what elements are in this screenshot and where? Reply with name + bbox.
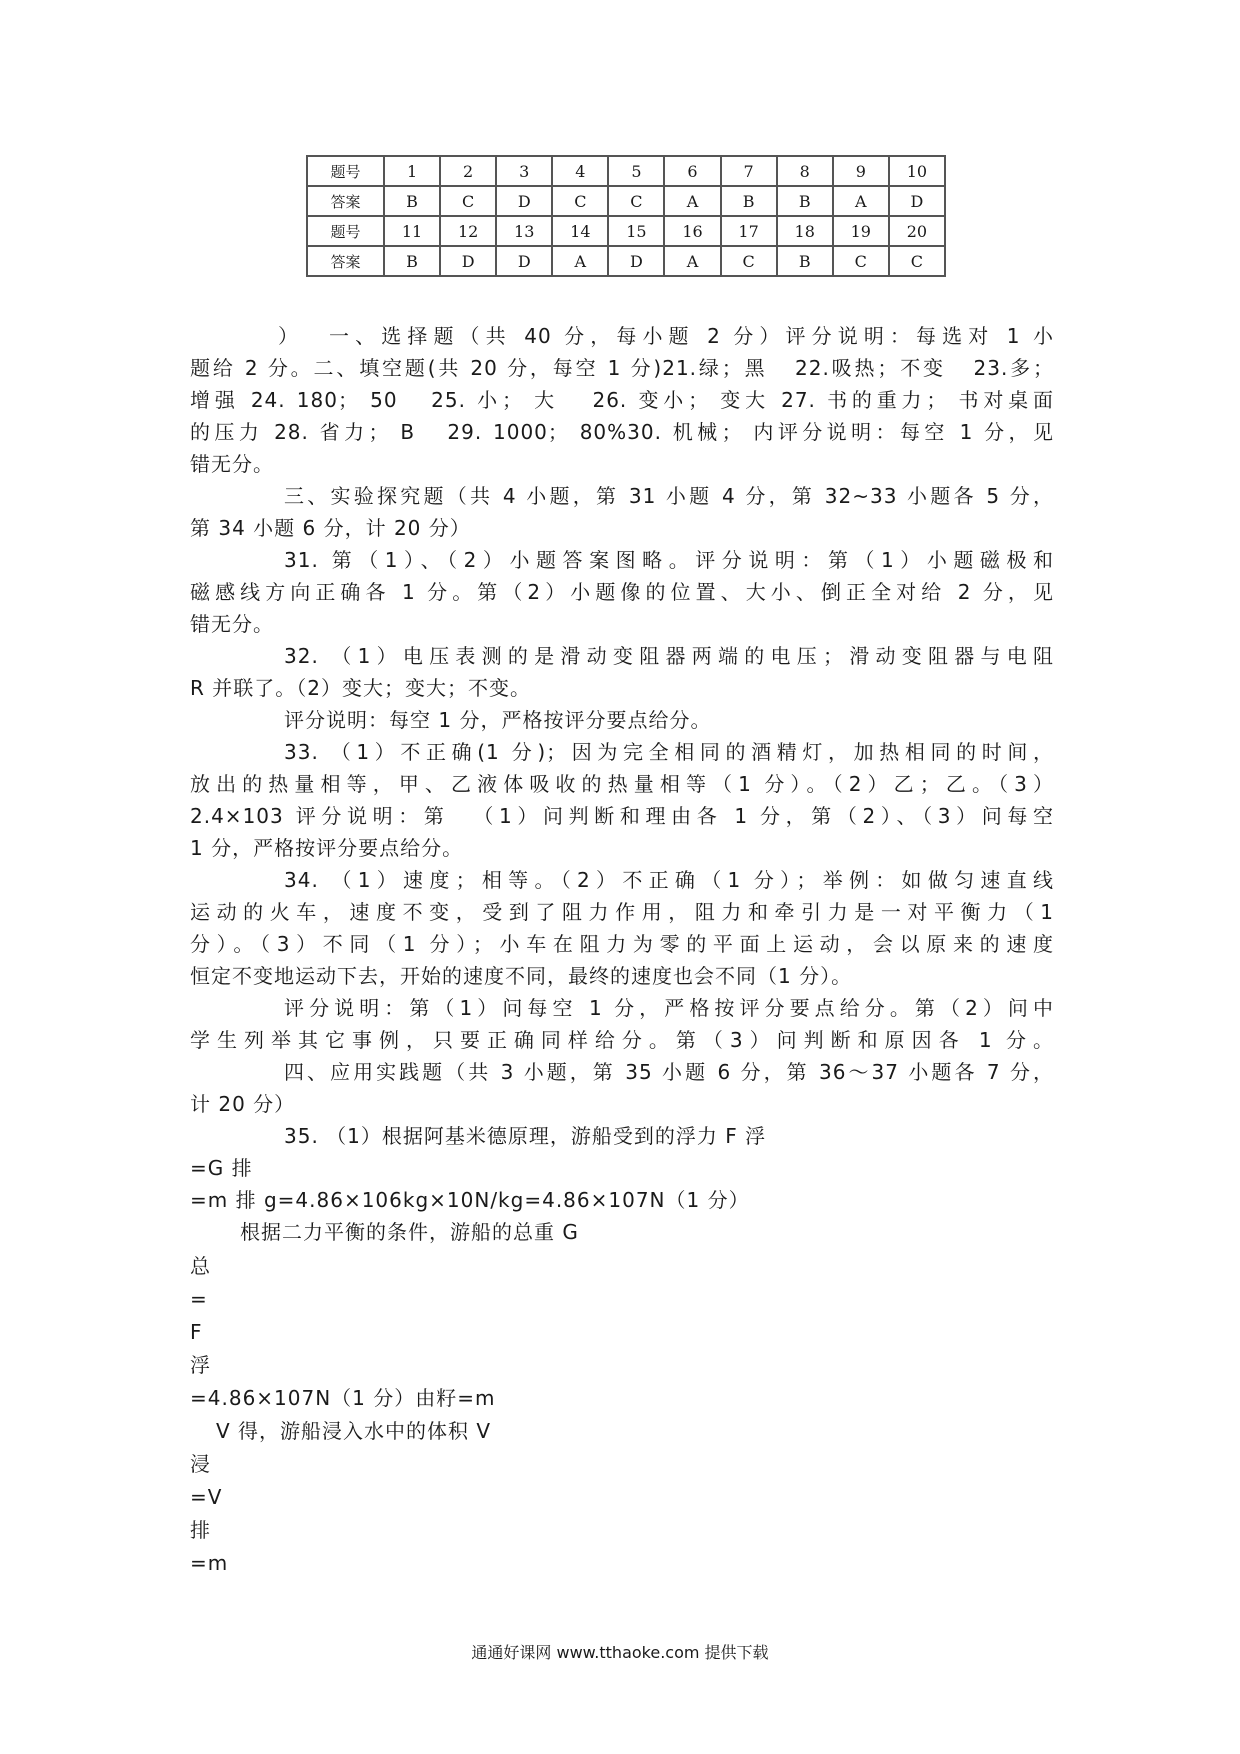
table-cell: C xyxy=(833,246,889,276)
table-cell: D xyxy=(440,246,496,276)
text-line: 恒定不变地运动下去，开始的速度不同，最终的速度也会不同（1 分）。 xyxy=(190,964,853,988)
text-line: 34. （1）速度；相等。（2）不正确（1 分）；举例：如做匀速直线 xyxy=(284,868,1054,892)
table-cell: 4 xyxy=(552,156,608,186)
text-line: 增强 24. 180； 50 25. 小； 大 26. 变小； 变大 27. 书的重力； 书对桌面 xyxy=(190,388,1054,412)
text-line: 根据二力平衡的条件，游船的总重 G xyxy=(240,1220,579,1244)
table-cell: 17 xyxy=(721,216,777,246)
text-line: 31. 第（1）、（2）小题答案图略。评分说明：第（1）小题磁极和 xyxy=(284,548,1054,572)
table-cell: B xyxy=(721,186,777,216)
text-line: =V xyxy=(190,1485,223,1509)
table-cell: 18 xyxy=(777,216,833,246)
text-line: =4.86×107N（1 分）由籽=m xyxy=(190,1386,496,1410)
table-cell: A xyxy=(664,246,720,276)
table-cell: 19 xyxy=(833,216,889,246)
table-cell: 16 xyxy=(664,216,720,246)
table-cell: 1 xyxy=(384,156,440,186)
text-line: ） 一、选择题（共 40 分，每小题 2 分）评分说明：每选对 1 小 xyxy=(278,324,1054,348)
table-cell: 7 xyxy=(721,156,777,186)
table-cell: C xyxy=(721,246,777,276)
text-line: 2.4×103 评分说明：第 （1）问判断和理由各 1 分，第（2）、（3）问每空 xyxy=(190,804,1054,828)
table-cell: D xyxy=(496,186,552,216)
text-line: = xyxy=(190,1287,208,1311)
table-row xyxy=(307,216,945,246)
table-cell: 9 xyxy=(833,156,889,186)
table-cell: C xyxy=(608,186,664,216)
page-footer: 通通好课网 www.tthaoke.com 提供下载 xyxy=(471,1643,769,1662)
text-line: =m xyxy=(190,1551,229,1575)
table-row xyxy=(307,246,945,276)
table-row xyxy=(307,186,945,216)
table-cell: A xyxy=(664,186,720,216)
text-line: 学生列举其它事例，只要正确同样给分。第（3）问判断和原因各 1 分。 xyxy=(190,1028,1054,1052)
table-cell: 2 xyxy=(440,156,496,186)
table-cell: C xyxy=(440,186,496,216)
table-cell: D xyxy=(496,246,552,276)
table-cell: 8 xyxy=(777,156,833,186)
text-line: R 并联了。（2）变大；变大；不变。 xyxy=(190,676,531,700)
text-line: 1 分，严格按评分要点给分。 xyxy=(190,836,464,860)
text-line: F xyxy=(190,1320,203,1344)
table-cell: B xyxy=(777,246,833,276)
table-cell: B xyxy=(777,186,833,216)
table-cell: B xyxy=(384,246,440,276)
text-line: 计 20 分） xyxy=(190,1092,296,1116)
text-line: 磁感线方向正确各 1 分。第（2）小题像的位置、大小、倒正全对给 2 分，见 xyxy=(190,580,1054,604)
row-header-cell: 答案 xyxy=(307,186,384,216)
text-line: 题给 2 分。二、填空题(共 20 分，每空 1 分)21.绿；黑 22.吸热；不变 23.多； xyxy=(190,356,1054,380)
text-line: 错无分。 xyxy=(190,612,274,636)
text-line: 35. （1）根据阿基米德原理，游船受到的浮力 F 浮 xyxy=(284,1124,767,1148)
text-line: 排 xyxy=(190,1518,211,1542)
text-line: 错无分。 xyxy=(190,452,274,476)
table-cell: 6 xyxy=(664,156,720,186)
text-line: 运动的火车，速度不变，受到了阻力作用，阻力和牵引力是一对平衡力（1 xyxy=(190,900,1054,924)
text-line: 三、实验探究题（共 4 小题，第 31 小题 4 分，第 32~33 小题各 5 分， xyxy=(284,484,1054,508)
row-header-cell: 题号 xyxy=(307,156,384,186)
text-line: =G 排 xyxy=(190,1156,253,1180)
table-cell: C xyxy=(552,186,608,216)
table-cell: 15 xyxy=(608,216,664,246)
table-cell: 3 xyxy=(496,156,552,186)
text-line: 的压力 28. 省力； B 29. 1000； 80%30. 机械； 内评分说明：每空 1 分，见 xyxy=(190,420,1054,444)
table-row xyxy=(307,156,945,186)
table-cell: C xyxy=(889,246,945,276)
text-line: 33. （1）不正确(1 分)；因为完全相同的酒精灯，加热相同的时间， xyxy=(284,740,1054,764)
answer-table xyxy=(306,155,946,277)
table-cell: 13 xyxy=(496,216,552,246)
row-header-cell: 答案 xyxy=(307,246,384,276)
text-line: 第 34 小题 6 分，计 20 分） xyxy=(190,516,471,540)
table-cell: 11 xyxy=(384,216,440,246)
text-line: V 得，游船浸入水中的体积 V xyxy=(216,1419,492,1443)
table-cell: D xyxy=(608,246,664,276)
text-line: 32. （1）电压表测的是滑动变阻器两端的电压；滑动变阻器与电阻 xyxy=(284,644,1054,668)
text-line: 放出的热量相等，甲、乙液体吸收的热量相等（1 分）。（2）乙；乙。（3） xyxy=(190,772,1054,796)
text-line: 浮 xyxy=(190,1353,211,1377)
text-line: 评分说明：第（1）问每空 1 分，严格按评分要点给分。第（2）问中 xyxy=(284,996,1054,1020)
table-cell: 20 xyxy=(889,216,945,246)
text-line: =m 排 g=4.86×106kg×10N/kg=4.86×107N（1 分） xyxy=(190,1188,750,1212)
table-cell: 14 xyxy=(552,216,608,246)
text-line: 总 xyxy=(190,1254,211,1278)
text-line: 分）。（3）不同（1 分）；小车在阻力为零的平面上运动，会以原来的速度 xyxy=(190,932,1054,956)
table-cell: D xyxy=(889,186,945,216)
table-cell: 10 xyxy=(889,156,945,186)
text-line: 四、应用实践题（共 3 小题，第 35 小题 6 分，第 36～37 小题各 7 分， xyxy=(284,1060,1054,1084)
table-cell: B xyxy=(384,186,440,216)
table-cell: 12 xyxy=(440,216,496,246)
text-line: 评分说明：每空 1 分，严格按评分要点给分。 xyxy=(284,708,712,732)
table-cell: 5 xyxy=(608,156,664,186)
table-cell: A xyxy=(552,246,608,276)
table-cell: A xyxy=(833,186,889,216)
row-header-cell: 题号 xyxy=(307,216,384,246)
text-line: 浸 xyxy=(190,1452,211,1476)
